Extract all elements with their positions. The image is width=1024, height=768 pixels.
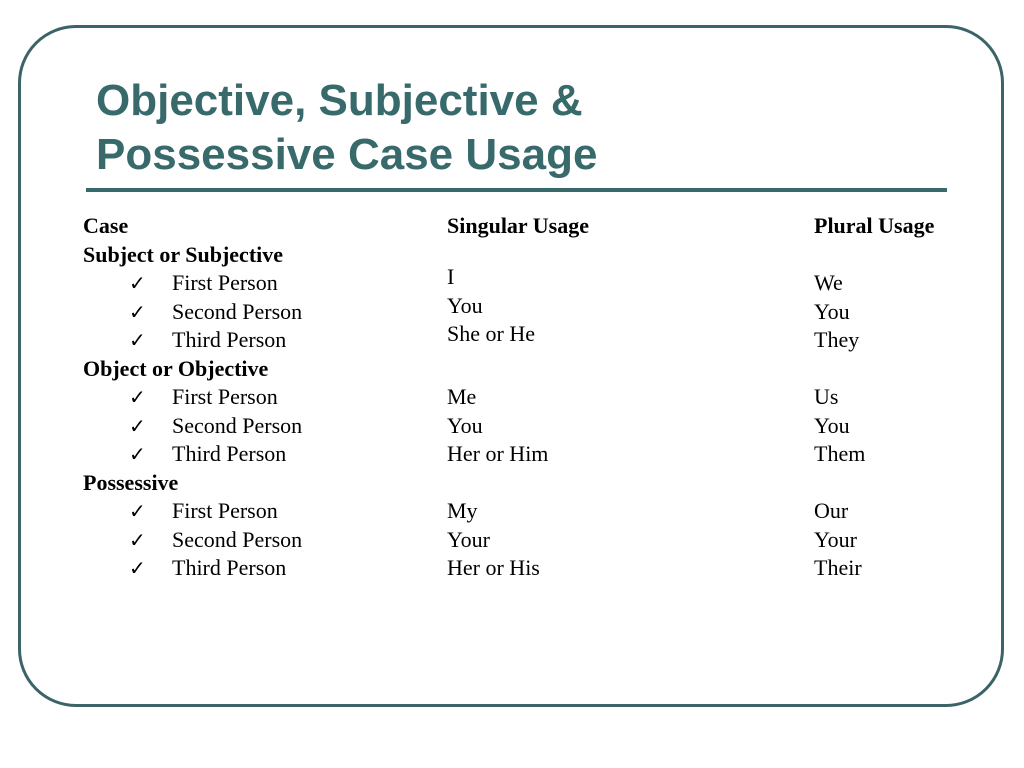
case-header: Case — [83, 213, 129, 238]
person-label: First Person — [172, 270, 278, 295]
case-row — [83, 412, 423, 441]
case-row — [83, 554, 423, 583]
case-row — [83, 326, 423, 355]
title-line-2: Possessive Case Usage — [96, 130, 598, 179]
singular-value: She or He — [447, 321, 535, 346]
singular-value: You — [447, 292, 483, 318]
spacer — [447, 355, 767, 384]
person-label: First Person — [172, 498, 278, 523]
title-divider — [86, 188, 947, 192]
check-icon: ✓ — [129, 328, 146, 352]
singular-column — [447, 212, 767, 583]
group-label-objective: Object or Objective — [83, 355, 269, 381]
check-icon: ✓ — [129, 499, 146, 523]
group-label-possessive: Possessive — [83, 469, 179, 495]
person-label: Second Person — [172, 298, 303, 324]
singular-value: Me — [447, 384, 477, 409]
check-icon: ✓ — [129, 385, 146, 409]
check-icon: ✓ — [129, 271, 146, 295]
title-line-1: Objective, Subjective & — [96, 76, 583, 125]
spacer — [814, 469, 994, 498]
plural-value: You — [814, 412, 850, 438]
plural-value: Them — [814, 441, 866, 466]
plural-header: Plural Usage — [814, 213, 935, 238]
singular-value: Your — [447, 526, 491, 552]
singular-value: Her or Him — [447, 441, 549, 466]
plural-value: Your — [814, 526, 858, 552]
plural-value: We — [814, 270, 843, 295]
check-icon: ✓ — [129, 556, 146, 580]
plural-value: They — [814, 327, 860, 352]
plural-value: Their — [814, 555, 862, 580]
person-label: Third Person — [172, 327, 287, 352]
case-row — [83, 526, 423, 555]
case-row — [83, 269, 423, 298]
case-row — [83, 497, 423, 526]
group-label-subjective: Subject or Subjective — [83, 241, 284, 267]
slide-title — [96, 74, 916, 182]
singular-value: Her or His — [447, 555, 540, 580]
check-icon: ✓ — [129, 527, 146, 552]
plural-column — [814, 212, 994, 583]
spacer — [814, 355, 994, 384]
check-icon: ✓ — [129, 442, 146, 466]
spacer — [447, 469, 767, 498]
person-label: First Person — [172, 384, 278, 409]
person-label: Third Person — [172, 555, 287, 580]
case-row — [83, 298, 423, 327]
plural-value: You — [814, 298, 850, 324]
singular-value: My — [447, 498, 478, 523]
check-icon: ✓ — [129, 413, 146, 438]
singular-value: I — [447, 264, 455, 289]
case-column — [83, 212, 423, 583]
plural-value: Us — [814, 384, 839, 409]
person-label: Second Person — [172, 526, 303, 552]
plural-value: Our — [814, 498, 849, 523]
check-icon: ✓ — [129, 299, 146, 324]
case-row — [83, 440, 423, 469]
singular-value: You — [447, 412, 483, 438]
spacer — [814, 241, 994, 270]
singular-header: Singular Usage — [447, 213, 590, 238]
person-label: Third Person — [172, 441, 287, 466]
person-label: Second Person — [172, 412, 303, 438]
case-row — [83, 383, 423, 412]
